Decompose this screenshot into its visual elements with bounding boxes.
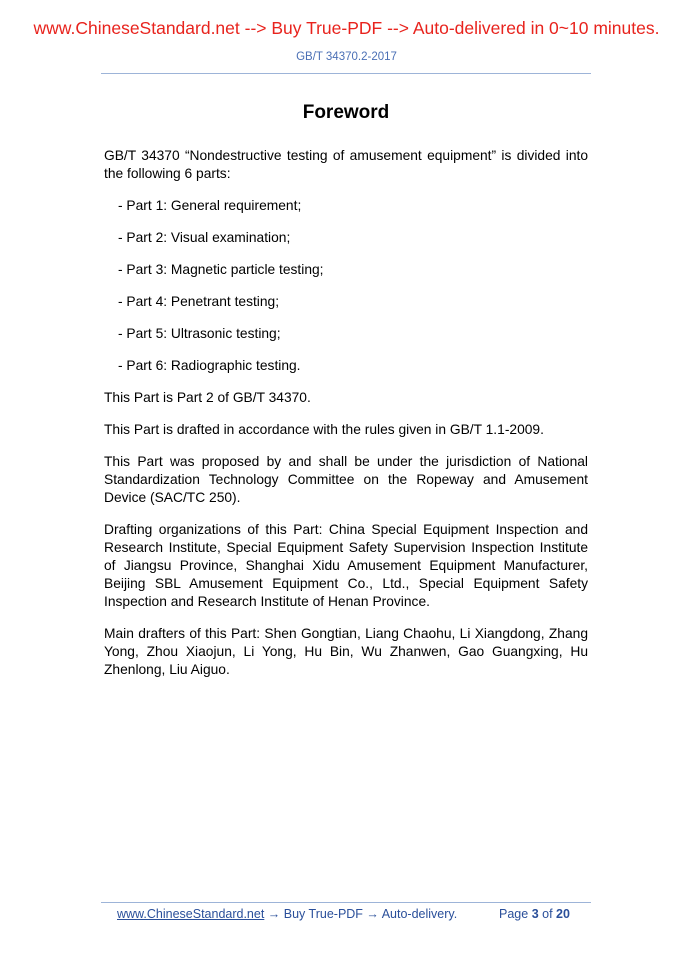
footer-delivery-text: → Buy True-PDF → Auto-delivery.: [264, 907, 458, 921]
page-of: of: [542, 907, 553, 921]
page-title: Foreword: [302, 102, 390, 123]
part-statement: This Part is Part 2 of GB/T 34370.: [104, 390, 311, 405]
list-item: - Part 6: Radiographic testing.: [118, 358, 301, 373]
list-item: - Part 2: Visual examination;: [118, 230, 291, 245]
page-total: 20: [556, 907, 570, 921]
header-divider: [101, 73, 591, 74]
page-footer: [117, 907, 587, 921]
list-item: - Part 5: Ultrasonic testing;: [118, 326, 281, 341]
promo-banner[interactable]: www.ChineseStandard.net --> Buy True-PDF --> Auto-delivered in 0~10 minutes.: [33, 18, 660, 38]
drafting-organizations-paragraph: Drafting organizations of this Part: China Special Equipment Inspection and Research Institute, Special Equipment Safety Supervision Inspection Institute of Jiangsu Province, Shanghai Xidu Amusement Equipment Manufacturer, Beijing SBL Amusement Equipment Co., Ltd., Special Equipment Safety Inspection and Research Institute of Henan Province.: [104, 522, 588, 609]
page-current: 3: [531, 907, 539, 921]
jurisdiction-paragraph: This Part was proposed by and shall be under the jurisdiction of National Standardization Technology Committee on the Ropeway and Amusement Device (SAC/TC 250).: [104, 454, 588, 505]
document-number: GB/T 34370.2-2017: [296, 51, 397, 63]
page-label: Page: [499, 907, 529, 921]
footer-website-link[interactable]: www.ChineseStandard.net: [117, 907, 265, 921]
parts-list: [104, 197, 588, 375]
page-indicator: [499, 907, 570, 921]
list-item: - Part 1: General requirement;: [118, 198, 302, 213]
document-body: [104, 102, 588, 693]
drafting-rules-statement: This Part is drafted in accordance with the rules given in GB/T 1.1-2009.: [104, 422, 544, 437]
footer-divider: [101, 902, 591, 903]
list-item: - Part 4: Penetrant testing;: [118, 294, 280, 309]
intro-paragraph: GB/T 34370 “Nondestructive testing of amusement equipment” is divided into the following 6 parts:: [104, 148, 588, 181]
main-drafters-paragraph: Main drafters of this Part: Shen Gongtian, Liang Chaohu, Li Xiangdong, Zhang Yong, Zhou Xiaojun, Li Yong, Hu Bin, Wu Zhanwen, Gao Guangxing, Hu Zhenlong, Liu Aiguo.: [104, 626, 588, 677]
list-item: - Part 3: Magnetic particle testing;: [118, 262, 324, 277]
